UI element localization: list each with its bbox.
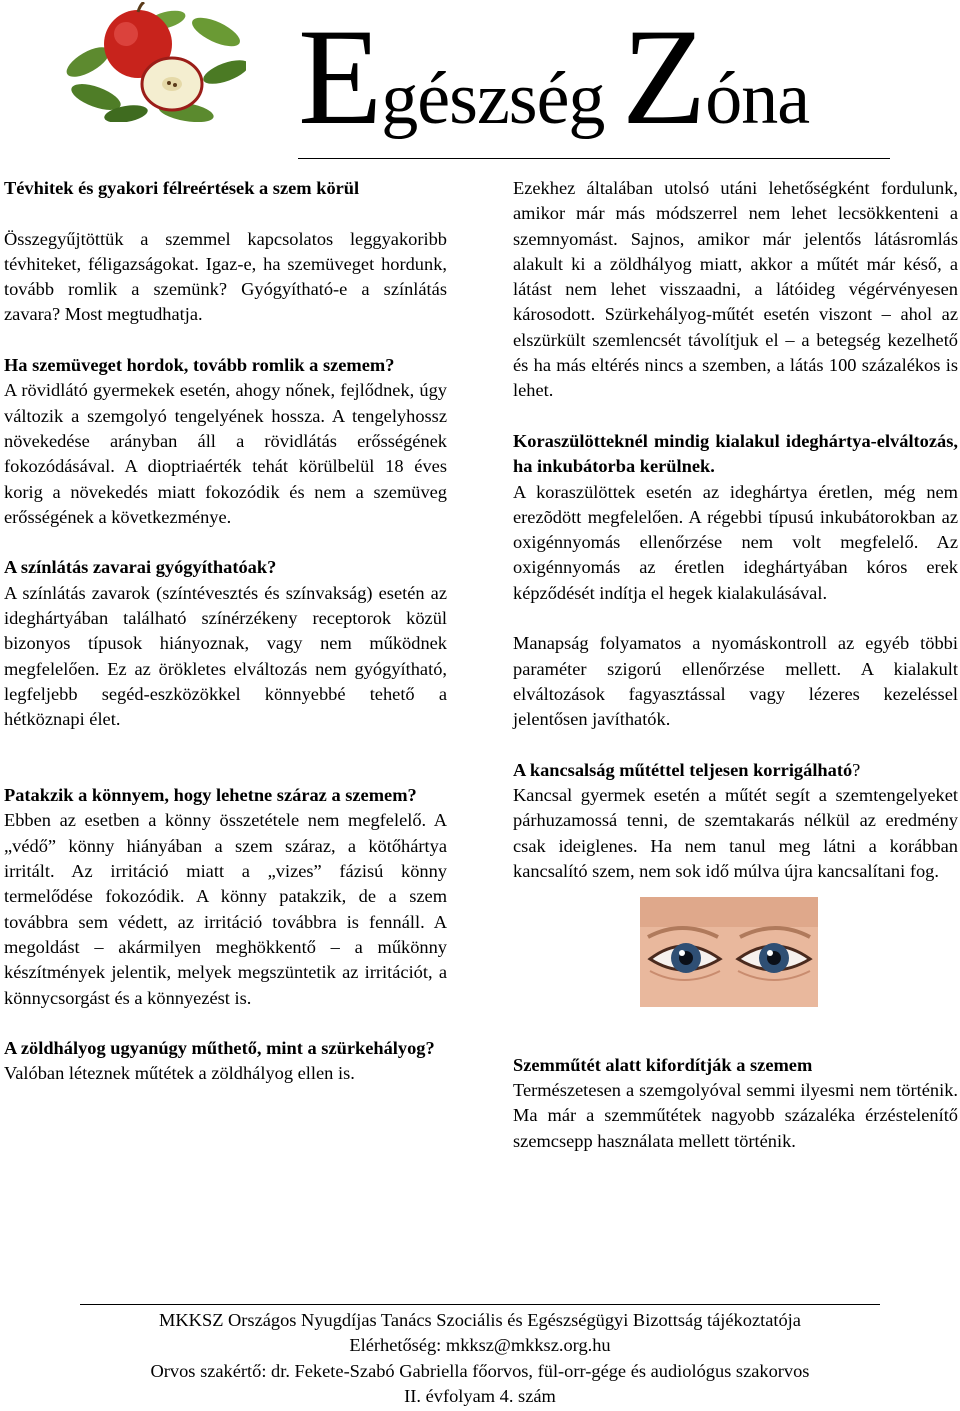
header-divider [298,158,890,159]
apple-icon [66,2,246,122]
footer-contact: Elérhetőség: mkksz@mkksz.org.hu [349,1335,611,1356]
footer-publisher: MKKSZ Országos Nyugdíjas Tanács Szociális és Egészségügyi Bizottság tájékoztatója [159,1310,801,1330]
section-body-color-vision: A színlátás zavarok (színtévesztés és színvakság) esetén az ideghártyában található színérzékeny receptorok közül bizonyos típusok hiányoznak, vagy nem működnek megfelelően. Ez az örökletes elváltozás nem gyógyítható, legfeljebb segéd-eszközökkel könnyebbé tehető a hétköznapi élet. [4,582,447,730]
section-body-strabismus: Kancsal gyermek esetén a műtét segít a szemtengelyeket párhuzamossá tenni, de szemtakarás nélkül az eredmény csak ideiglenes. Ha nem tanul meg látni a korábban kancsalító szem, nem sok idő múlva újra kancsalítani fog. [513,785,958,882]
article-intro: Összegyűjtöttük a szemmel kapcsolatos leggyakoribb tévhiteket, féligazságokat. Igaz-e, ha szemüveget hordunk, tovább romlik a szemünk? Gyógyítható-e a színlátás zavara? Most megtudhatja. [4,228,447,325]
section-body-glaucoma-continued: Ezekhez általában utolsó utáni lehetőségként fordulunk, amikor már más módszerrel nem lehet lecsökkenteni a szemnyomást. Sajnos, amikor már jelentős látásromlás alakult ki a zöldhályog miatt, akkor a műtét már késő, a látást nem lehet visszaadni, a látóideg végérvényesen károsodott. Szürkehályog-műtét esetén viszont – ahol az elszürkült szemlencsét távolítjuk el – a betegség kezelhető és ha más eltérés nincs a szemben, a látás 100 százalékos is lehet. [513,178,958,401]
footer [0,1308,960,1409]
left-column [4,176,447,1087]
eyes-photo-icon [640,897,818,1007]
article-title: Tévhitek és gyakori félreértések a szem körül [4,178,360,198]
section-heading-premature: Koraszülötteknél mindig kialakul ideghártya-elváltozás, ha inkubátorba kerülnek. [513,430,958,477]
section-body-tears: Ebben az esetben a könny összetétele nem megfelelő. A „védő” könny hiányában a szem száraz, a kötőhártya irritált. Az irritáció miatt a „vizes” fázisú könny termelődése fokozódik. A könny patakzik, de a szem továbbra sem védett, az irritáció továbbra is fennáll. A megoldást – akármilyen meghökkentő – a műkönny készítmények jelentik, melyek megszüntetik az irritációt, a könnycsorgást és a könnyezést is. [4,810,447,1008]
apple-logo [66,2,246,122]
section-heading-glasses: Ha szemüveget hordok, tovább romlik a szemem? [4,355,395,376]
section-body-glasses: A rövidlátó gyermekek esetén, ahogy nőnek, fejlődnek, úgy változik a szemgolyó tengelyének hossza. A tengelyhossz növekedése arányban áll a rövidlátás erősségének fokozódásával. A dioptriaérték tehát körülbelül 18 éves korig a növekedés miatt fokozódik és nem a szemüveg erősségének a következménye. [4,380,447,527]
section-heading-strabismus-wrap [513,758,958,783]
footer-issue: II. évfolyam 4. szám [404,1385,556,1406]
footer-expert: Orvos szakértő: dr. Fekete-Szabó Gabriella főorvos, fül-orr-gége és audiológus szakorvos [150,1360,810,1381]
section-body-premature-2: Manapság folyamatos a nyomáskontroll az egyéb többi paraméter szigorú ellenőrzése mellett. A kialakult elváltozások fagyasztással vagy lézeres kezeléssel jelentősen javíthatók. [513,633,958,730]
masthead-initial-e: E [298,0,382,153]
section-heading-strabismus: A kancsalság műtéttel teljesen korrigálható [513,759,853,780]
section-heading-glaucoma: A zöldhályog ugyanúgy műthető, mint a szürkehályog? [4,1038,435,1059]
eyes-photo [640,897,818,1007]
masthead-word-rest-2: óna [705,58,810,140]
section-heading-tears: Patakzik a könnyem, hogy lehetne száraz a szemem? [4,785,417,806]
masthead-initial-z: Z [621,0,706,153]
footer-divider [80,1304,880,1305]
section-body-premature: A koraszülöttek esetén az ideghártya éretlen, még nem erezõdött megfelelően. A régebbi típusú inkubátorokban az oxigénnyomás ellenőrzése nem volt megfelelő. Az oxigénnyomás az éretlen ideghártyában kóros erek képződését indítja el hegek kialakulásával. [513,481,958,603]
section-heading-color-vision: A színlátás zavarai gyógyíthatóak? [4,557,277,578]
masthead-word-rest-1: gészség [381,58,622,140]
section-body-eye-surgery: Természetesen a szemgolyóval semmi ilyesmi nem történik. Ma már a szemműtétek nagyobb százaléka érzéstelenítő szemcsepp használata mellett történik. [513,1079,958,1151]
section-heading-eye-surgery: Szemműtét alatt kifordítják a szemem [513,1054,813,1075]
section-heading-strabismus-mark: ? [852,759,861,780]
right-column [513,176,958,1154]
masthead-title [298,0,938,153]
section-body-glaucoma: Valóban léteznek műtétek a zöldhályog ellen is. [4,1063,355,1084]
